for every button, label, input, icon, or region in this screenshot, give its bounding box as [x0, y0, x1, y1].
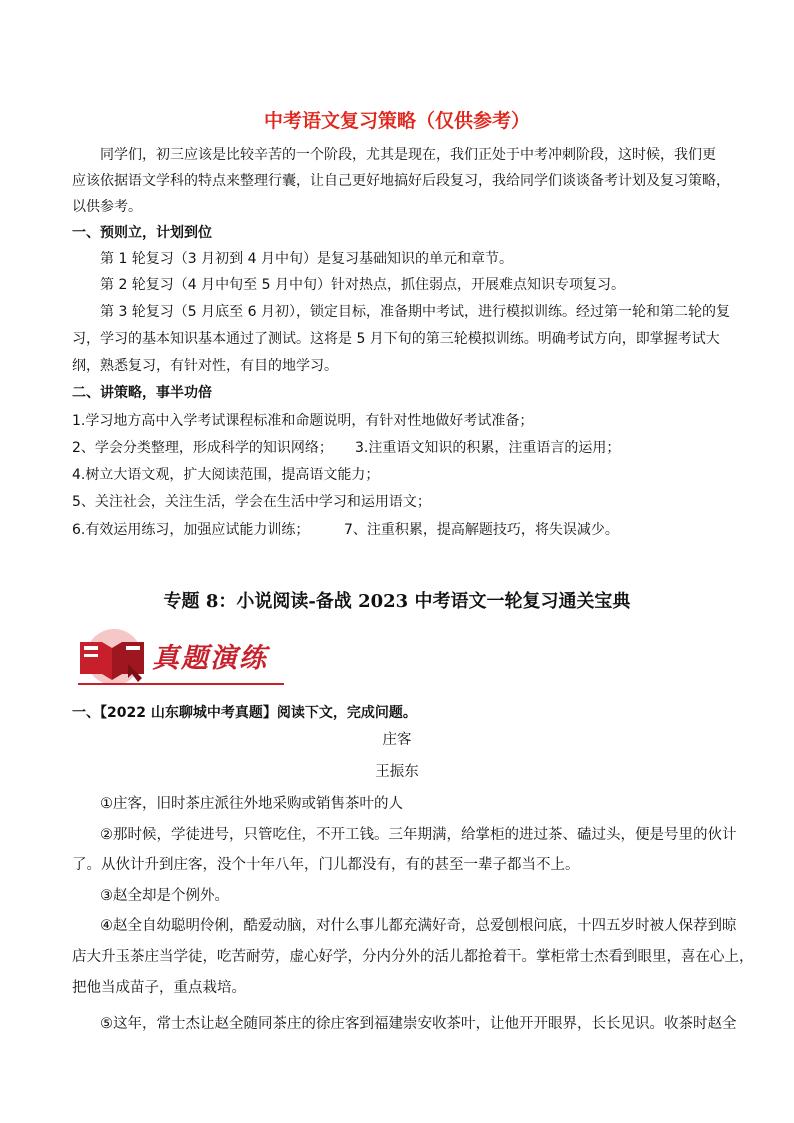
story-title: 庄客: [382, 732, 412, 748]
story-paragraph-4-line-1: ④赵全自幼聪明伶俐，酷爱动脑，对什么事儿都充满好奇，总爱刨根问底，十四五岁时被人保荐到晾: [100, 918, 737, 934]
intro-line-3: 以供参考。: [72, 199, 142, 215]
round2-text: 第 2 轮复习（4 月中旬至 5 月中旬）针对热点，抓住弱点，开展难点知识专项复习。: [100, 277, 625, 293]
tip-5: 5、关注社会，关注生活，学会在生活中学习和运用语文；: [72, 494, 431, 510]
question-heading: 一、【2022 山东聊城中考真题】阅读下文，完成问题。: [72, 705, 417, 721]
story-paragraph-1: ①庄客，旧时茶庄派往外地采购或销售茶叶的人: [100, 796, 403, 812]
section1-heading: 一、预则立，计划到位: [72, 225, 212, 241]
story-paragraph-5: ⑤这年，常士杰让赵全随同茶庄的徐庄客到福建崇安收茶叶，让他开开眼界，长长见识。收茶时赵全: [100, 1016, 737, 1032]
topic-title: 专题 8：小说阅读-备战 2023 中考语文一轮复习通关宝典: [163, 591, 631, 612]
tip-4: 4.树立大语文观，扩大阅读范围，提高语文能力；: [72, 467, 380, 483]
round1-text: 第 1 轮复习（3 月初到 4 月中旬）是复习基础知识的单元和章节。: [100, 251, 513, 267]
story-paragraph-4-line-3: 把他当成苗子，重点栽培。: [72, 980, 246, 996]
tip-7: 7、注重积累，提高解题技巧，将失误减少。: [344, 522, 619, 538]
banner: [72, 626, 292, 688]
intro-line-2: 应该依据语文学科的特点来整理行囊，让自己更好地搞好后段复习，我给同学们谈谈备考计划及复习策略，: [72, 173, 730, 189]
tip-1: 1.学习地方高中入学考试课程标准和命题说明，有针对性地做好考试准备；: [72, 413, 534, 429]
round3-line-2: 习，学习的基本知识基本通过了测试。这将是 5 月下旬的第三轮模拟训练。明确考试方向，即掌握考试大: [72, 331, 720, 347]
tip-2: 2、学会分类整理，形成科学的知识网络；: [72, 440, 333, 456]
section2-heading: 二、讲策略，事半功倍: [72, 385, 212, 401]
round3-line-3: 纲，熟悉复习，有针对性，有目的地学习。: [72, 358, 338, 374]
story-author: 王振东: [375, 764, 419, 780]
story-paragraph-4-line-2: 店大升玉茶庄当学徒，吃苦耐劳，虚心好学，分内分外的活儿都抢着干。掌柜常士杰看到眼里，喜在心上，: [72, 949, 754, 965]
strategy-title: 中考语文复习策略（仅供参考）: [263, 110, 530, 132]
story-paragraph-2-line-2: 了。从伙计升到庄客，没个十年八年，门儿都没有，有的甚至一辈子都当不上。: [72, 857, 580, 873]
banner-text: 真题演练: [152, 643, 268, 674]
tip-6: 6.有效运用练习，加强应试能力训练；: [72, 522, 310, 538]
tip-3: 3.注重语文知识的积累，注重语言的运用；: [355, 440, 621, 456]
story-paragraph-3: ③赵全却是个例外。: [100, 888, 229, 904]
round3-line-1: 第 3 轮复习（5 月底至 6 月初），锁定目标，准备期中考试，进行模拟训练。经过第一轮和第二轮的复: [100, 304, 730, 320]
intro-line-1: 同学们，初三应该是比较辛苦的一个阶段，尤其是现在，我们正处于中考冲刺阶段，这时候，我们更: [100, 147, 716, 163]
story-paragraph-2-line-1: ②那时候，学徒进号，只管吃住，不开工钱。三年期满，给掌柜的进过茶、磕过头，便是号里的伙计: [100, 827, 737, 843]
